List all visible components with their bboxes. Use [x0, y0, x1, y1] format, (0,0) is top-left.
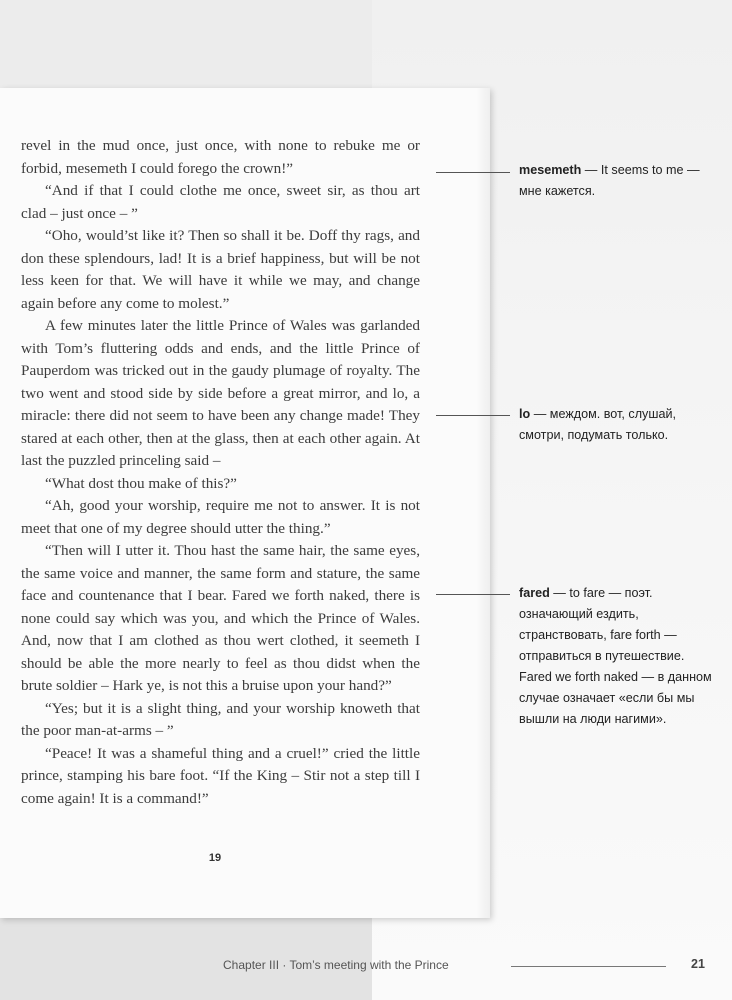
gloss-connector-line	[436, 594, 510, 595]
footer-rule	[511, 966, 666, 967]
paragraph: “And if that I could clothe me once, sweet sir, as thou art clad – just once – ”	[21, 182, 420, 222]
gloss-term: lo	[519, 407, 531, 421]
gloss-connector-line	[436, 172, 510, 173]
paragraph: “Then will I utter it. Thou hast the same hair, the same eyes, the same voice and manner, the same form and stature, the same face and countenance that I bear. Fared we forth naked, there is none could say which was you, and which the Prince of Wales. And, now that I am clothed as thou wert clothed, it seemeth I should be able the more nearly to feel as thou didst when the brute soldier – Hark ye, is not this a bruise upon your hand?”	[21, 542, 420, 694]
paragraph: revel in the mud once, just once, with none to rebuke me or forbid, mesemeth I could forego the crown!”	[21, 137, 420, 177]
paragraph: “Oho, would’st like it? Then so shall it be. Doff thy rags, and don these splendours, lad! It is a brief happiness, but will be not less keen for that. We will have it while we may, and change again before any come to molest.”	[21, 227, 420, 312]
paragraph: “What dost thou make of this?”	[45, 474, 237, 492]
gloss-term: mesemeth	[519, 163, 582, 177]
paragraph: “Ah, good your worship, require me not to answer. It is not meet that one of my degree should utter the thing.”	[21, 497, 420, 537]
page-footer	[223, 957, 713, 975]
paragraph: A few minutes later the little Prince of Wales was garlanded with Tom’s fluttering odds and ends, and the little Prince of Pauperdom was tricked out in the gaudy plumage of royalty. The two went and stood side by side before a great mirror, and lo, a miracle: there did not seem to have been any change made! They stared at each other, then at the glass, then at each other again. At last the puzzled princeling said –	[21, 317, 420, 469]
gloss-definition: — междом. вот, слушай, смотри, подумать только.	[519, 407, 676, 442]
gloss-mesemeth	[519, 160, 715, 202]
book-text	[21, 135, 420, 810]
background-shadow	[0, 910, 372, 1000]
gloss-connector-line	[436, 415, 510, 416]
gloss-definition: — to fare — поэт. означающий ездить, странствовать, fare forth — отправиться в путешествие. Fared we forth naked — в данном случае означает «если бы мы вышли на люди нагими».	[519, 586, 712, 726]
paragraph: “Peace! It was a shameful thing and a cruel!” cried the little prince, stamping his bare foot. “If the King – Stir not a step till I come again! It is a command!”	[21, 744, 420, 807]
paragraph: “Yes; but it is a slight thing, and your worship knoweth that the poor man-at-arms – ”	[21, 699, 420, 739]
book-page-photo	[0, 88, 490, 918]
page-number: 21	[691, 957, 705, 971]
chapter-title: Chapter III · Tom’s meeting with the Prince	[223, 958, 449, 972]
book-page-number: 19	[208, 852, 222, 864]
gloss-definition: — It seems to me — мне кажется.	[519, 163, 700, 198]
gloss-term: fared	[519, 586, 550, 600]
gloss-lo	[519, 404, 715, 446]
gloss-fared	[519, 583, 715, 730]
